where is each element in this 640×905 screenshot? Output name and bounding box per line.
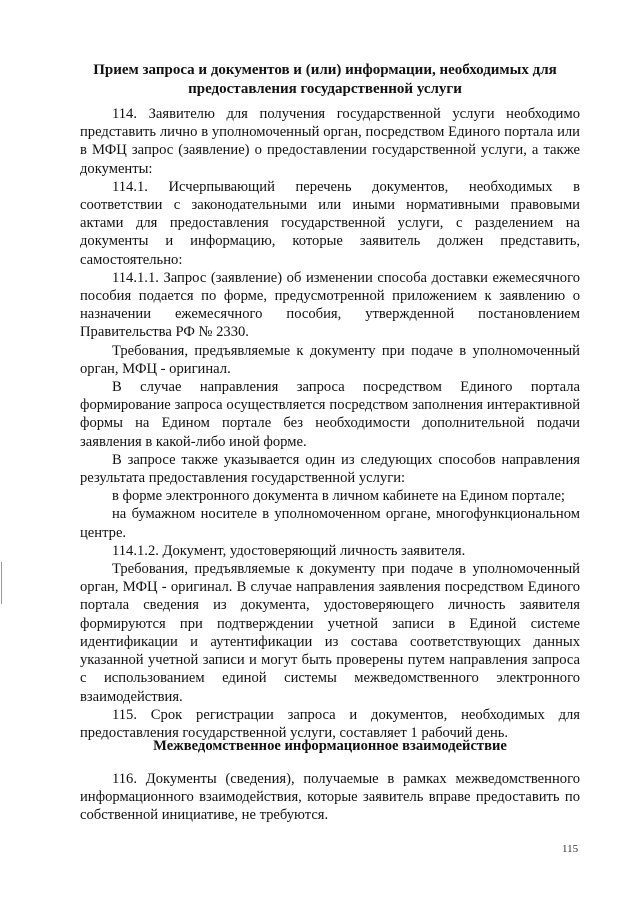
paragraph-requirements-2: Требования, предъявляемые к документу при подаче в уполномоченный орган, МФЦ - оригинал. В случае направления заявления посредством Единого портала сведения из документа, удостоверяющего личность заявителя формируются при подтверждении учетной записи в Единой системе идентификации и аутентификации из состава соответствующих данных указанной учетной записи и могут быть проверены путем направления запроса с использованием единой системы межведомственного электронного взаимодействия. — [80, 561, 580, 705]
paragraph-requirements-1: Требования, предъявляемые к документу при подаче в уполномоченный орган, МФЦ - оригинал. — [80, 342, 580, 377]
paragraph-result-methods: В запросе также указывается один из следующих способов направления результата предоставления государственной услуги: — [80, 451, 580, 487]
section-title — [80, 61, 570, 99]
paragraph-114-1-2: 114.1.2. Документ, удостоверяющий личность заявителя. — [112, 542, 466, 559]
scan-margin-mark — [1, 562, 2, 604]
paragraph-116: 116. Документы (сведения), получаемые в рамках межведомственного информационного взаимодействия, которые заявитель вправе предоставить по собственной инициативе, не требуются. — [80, 771, 580, 824]
page-number: 115 — [562, 843, 579, 855]
section-title-line-2: предоставления государственной услуги — [188, 81, 462, 97]
paragraph-method-paper: на бумажном носителе в уполномоченном органе, многофункциональном центре. — [80, 506, 580, 541]
section-heading: Межведомственное информационное взаимодействие — [153, 738, 507, 754]
paragraph-114-1-1: 114.1.1. Запрос (заявление) об изменении способа доставки ежемесячного пособия подается по форме, предусмотренной приложением к заявлению о назначении ежемесячного пособия, утвержденной постановлением Правительства РФ № 2330. — [80, 269, 580, 341]
paragraph-115: 115. Срок регистрации запроса и документов, необходимых для предоставления государственной услуги, составляет 1 рабочий день. — [80, 706, 580, 741]
section-title-line-1: Прием запроса и документов и (или) информации, необходимых для — [93, 62, 557, 78]
main-text — [80, 105, 580, 742]
paragraph-114-1: 114.1. Исчерпывающий перечень документов, необходимых в соответствии с законодательными или иными нормативными правовыми актами для предоставления государственной услуги, с разделением на документы и информацию, которые заявитель должен представить, самостоятельно: — [80, 178, 580, 268]
paragraph-114: 114. Заявителю для получения государственной услуги необходимо представить лично в уполномоченный орган, посредством Единого портала или в МФЦ запрос (заявление) о предоставлении государственной услуги, а также документы: — [80, 106, 580, 177]
paragraph-portal-request: В случае направления запроса посредством Единого портала формирование запроса осуществляется посредством заполнения интерактивной формы на Едином портале без необходимости дополнительной подачи заявления в какой-либо иной форме. — [80, 379, 580, 450]
closing-text — [80, 770, 580, 825]
paragraph-method-electronic: в форме электронного документа в личном кабинете на Едином портале; — [112, 488, 565, 505]
